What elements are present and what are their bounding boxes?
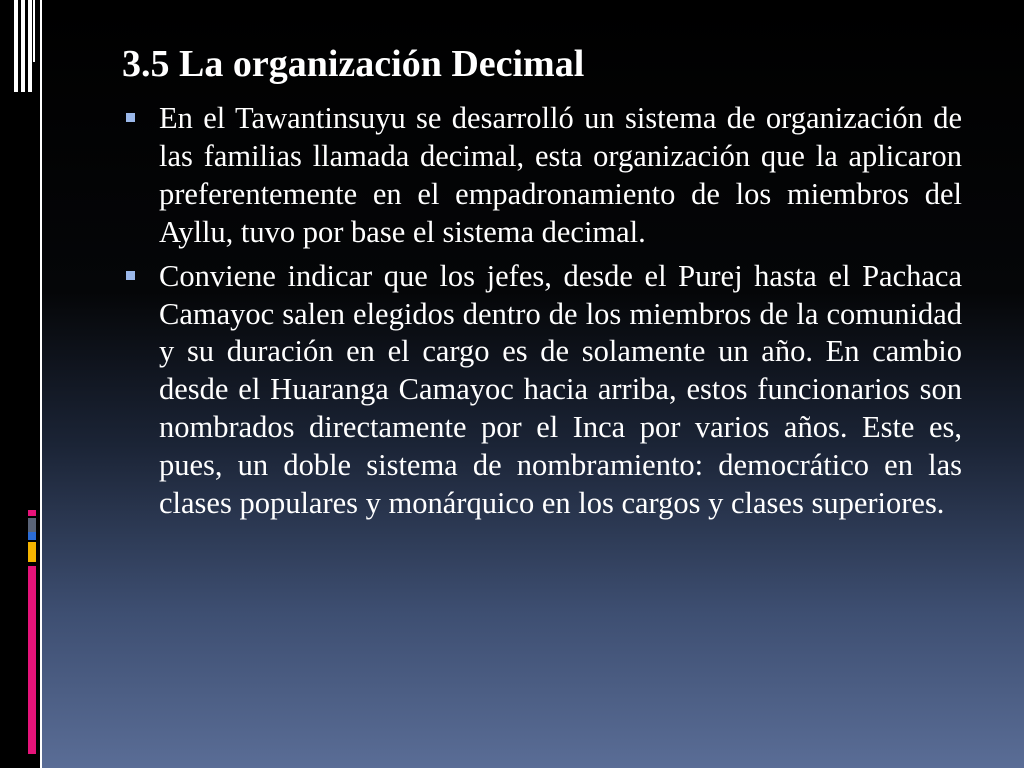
decor-accent-slate [28,518,36,532]
left-decoration-strip [0,0,42,768]
square-bullet-icon [126,113,135,122]
bullet-item [122,100,962,252]
decor-bar-white-1 [14,0,18,92]
square-bullet-icon [126,271,135,280]
decor-accent-pink [28,566,36,754]
bullet-text: En el Tawantinsuyu se desarrolló un sistema de organización de las familias llamada decimal, esta organización que la aplicaron preferentemente en el empadronamiento de los miembros del Ayllu, tuvo por base el sistema decimal. [159,101,962,249]
bullet-text: Conviene indicar que los jefes, desde el Purej hasta el Pachaca Camayoc salen elegidos dentro de los miembros de la comunidad y su duración en el cargo es de solamente un año. En cambio desde el Huaranga Camayoc hacia arriba, estos funcionarios son nombrados directamente por el Inca por varios años. Este es, pues, un doble sistema de nombramiento: democrático en las clases populares y monárquico en los cargos y clases superiores. [159,258,962,521]
decor-accent-pink-top [28,510,36,516]
decor-accent-yellow [28,542,36,562]
decor-bar-white-2 [21,0,25,92]
decor-accent-blue [28,532,36,540]
bullet-list [122,100,962,529]
decor-bar-white-4 [33,0,35,62]
slide-title: 3.5 La organización Decimal [122,43,585,85]
bullet-item [122,258,962,523]
decor-bar-white-5 [28,0,32,20]
